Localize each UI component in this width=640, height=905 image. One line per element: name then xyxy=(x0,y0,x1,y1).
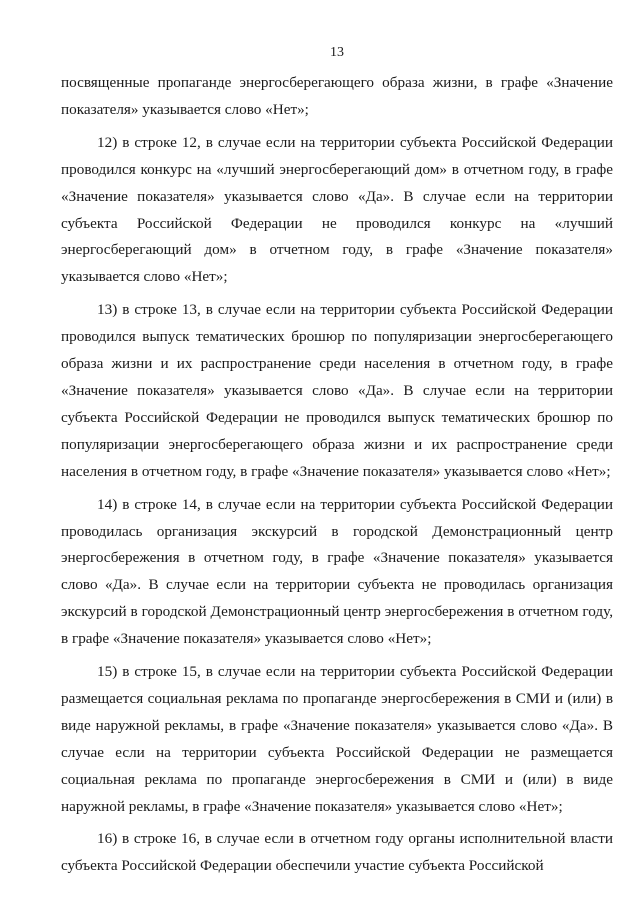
paragraph-item-16: 16) в строке 16, в случае если в отчетном году органы исполнительной власти субъекта Российской Федерации обеспечили участие субъекта Российской xyxy=(61,830,613,875)
paragraph-continuation: посвященные пропаганде энергосберегающего образа жизни, в графе «Значение показателя» указывается слово «Нет»; xyxy=(61,74,613,118)
paragraph-item-15: 15) в строке 15, в случае если на территории субъекта Российской Федерации размещается социальная реклама по пропаганде энергосбережения в СМИ и (или) в виде наружной рекламы, в графе «Значение показателя» указывается слово «Да». В случае если на территории субъекта Российской Федерации не размещается социальная реклама по пропаганде энергосбережения в СМИ и (или) в виде наружной рекламы, в графе «Значение показателя» указывается слово «Нет»; xyxy=(61,663,613,815)
page-number: 13 xyxy=(330,45,344,60)
paragraph-item-14: 14) в строке 14, в случае если на территории субъекта Российской Федерации проводилась организация экскурсий в городской Демонстрационный центр энергосбережения в отчетном году, в графе «Значение показателя» указывается слово «Да». В случае если на территории субъекта не проводилась организация экскурсий в городской Демонстрационный центр энергосбережения в отчетном году, в графе «Значение показателя» указывается слово «Нет»; xyxy=(61,495,613,648)
paragraph-item-13: 13) в строке 13, в случае если на территории субъекта Российской Федерации проводился выпуск тематических брошюр по популяризации энергосберегающего образа жизни и их распространение среди населения в отчетном году, в графе «Значение показателя» указывается слово «Да». В случае если на территории субъекта Российской Федерации не проводился выпуск тематических брошюр по популяризации энергосберегающего образа жизни и их распространение среди населения в отчетном году, в графе «Значение показателя» указывается слово «Нет»; xyxy=(61,301,613,480)
paragraph-item-12: 12) в строке 12, в случае если на территории субъекта Российской Федерации проводился конкурс на «лучший энергосберегающий дом» в отчетном году, в графе «Значение показателя» указывается слово «Да». В случае если на территории субъекта Российской Федерации не проводился конкурс на «лучший энергосберегающий дом» в отчетном году, в графе «Значение показателя» указывается слово «Нет»; xyxy=(61,133,613,286)
